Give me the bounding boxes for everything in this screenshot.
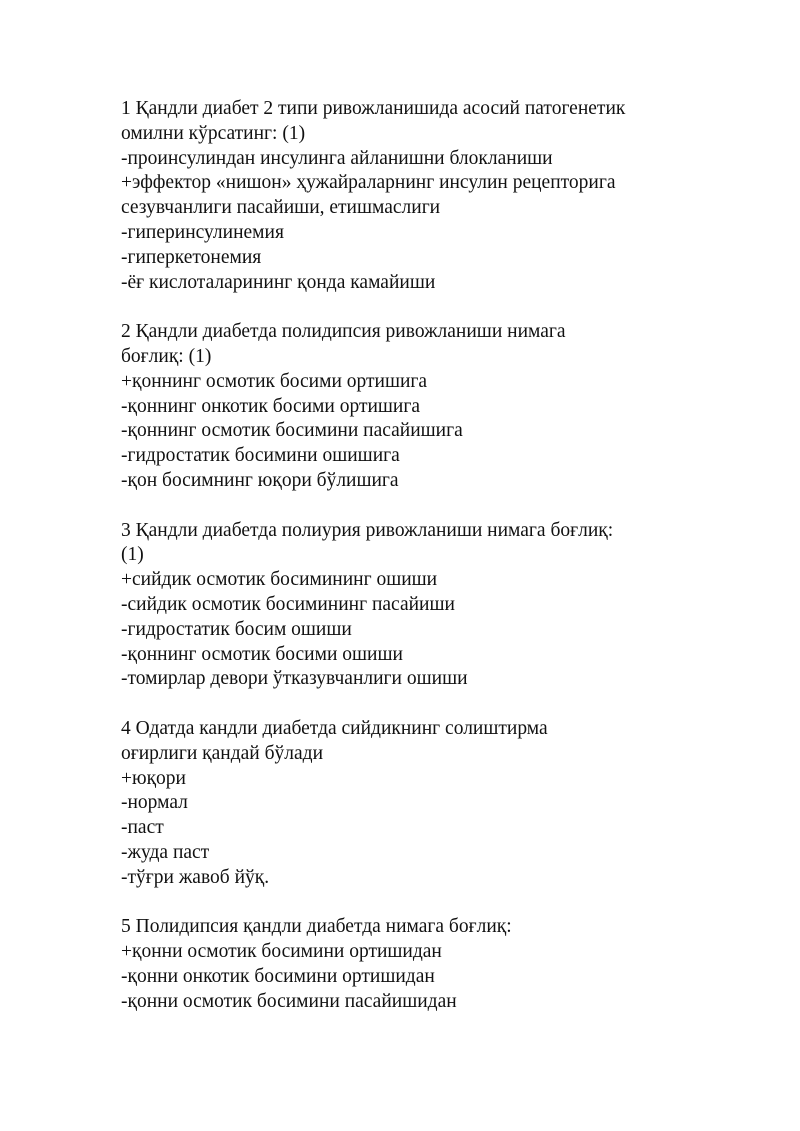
answer-option: -қоннинг онкотик босими ортишига (121, 395, 421, 417)
answer-option: -қон босимнинг юқори бўлишига (121, 469, 399, 491)
question-title-line: 1 Қандли диабет 2 типи ривожланишида асосий патогенетик (121, 98, 626, 119)
answer-option: -томирлар девори ўтказувчанлиги ошиши (121, 668, 468, 690)
answer-options (121, 147, 721, 296)
answer-option: -қонни онкотик босимини ортишидан (121, 965, 435, 987)
question-title (121, 717, 721, 767)
answer-option: -нормал (121, 792, 188, 814)
answer-option: -гидростатик босим ошиши (121, 618, 352, 640)
answer-option: -гидростатик босимини ошишига (121, 445, 400, 467)
answer-option: -проинсулиндан инсулинга айланишни блокланиши (121, 147, 553, 169)
question-title (121, 915, 721, 940)
answer-option: -ёғ кислоталарининг қонда камайиши (121, 271, 436, 293)
answer-option: +юқори (121, 767, 186, 789)
question-1 (121, 97, 721, 295)
question-title-line: оғирлиги қандай бўлади (121, 742, 324, 764)
question-4 (121, 717, 721, 891)
answer-options (121, 370, 721, 494)
answer-option: +сийдик осмотик босимининг ошиши (121, 569, 438, 591)
question-title-line: боғлиқ: (1) (121, 345, 212, 367)
answer-option: -жуда паст (121, 841, 210, 863)
answer-option: -гиперинсулинемия (121, 221, 284, 243)
question-2 (121, 320, 721, 494)
answer-option: -қоннинг осмотик босимини пасайишига (121, 420, 463, 442)
answer-option: +қоннинг осмотик босими ортишига (121, 370, 428, 392)
answer-options (121, 568, 721, 692)
question-title-line: омилни кўрсатинг: (1) (121, 122, 306, 144)
answer-option: -тўғри жавоб йўқ. (121, 866, 270, 888)
question-5 (121, 915, 721, 1014)
question-title-line: 5 Полидипсия қандли диабетда нимага боғлиқ: (121, 916, 512, 938)
answer-option: -қонни осмотик босимини пасайишидан (121, 990, 457, 1012)
question-title (121, 97, 721, 147)
answer-option: +эффектор «нишон» ҳужайраларнинг инсулин рецепторига (121, 172, 616, 194)
question-title-line: 4 Одатда кандли диабетда сийдикнинг солиштирма (121, 717, 548, 739)
answer-option: -қоннинг осмотик босими ошиши (121, 643, 403, 665)
question-3 (121, 519, 721, 693)
question-title (121, 320, 721, 370)
question-title-line: 3 Қандли диабетда полиурия ривожланиши нимага боғлиқ: (121, 519, 614, 541)
answer-option: +қонни осмотик босимини ортишидан (121, 941, 442, 963)
question-title (121, 519, 721, 569)
document-content (121, 97, 721, 1039)
answer-option: сезувчанлиги пасайиши, етишмаслиги (121, 197, 441, 219)
answer-option: -гиперкетонемия (121, 246, 262, 268)
answer-option: -сийдик осмотик босимининг пасайиши (121, 593, 455, 615)
answer-options (121, 940, 721, 1014)
answer-options (121, 767, 721, 891)
answer-option: -паст (121, 817, 164, 839)
question-title-line: 2 Қандли диабетда полидипсия ривожланиши нимага (121, 321, 566, 343)
question-title-line: (1) (121, 544, 144, 566)
